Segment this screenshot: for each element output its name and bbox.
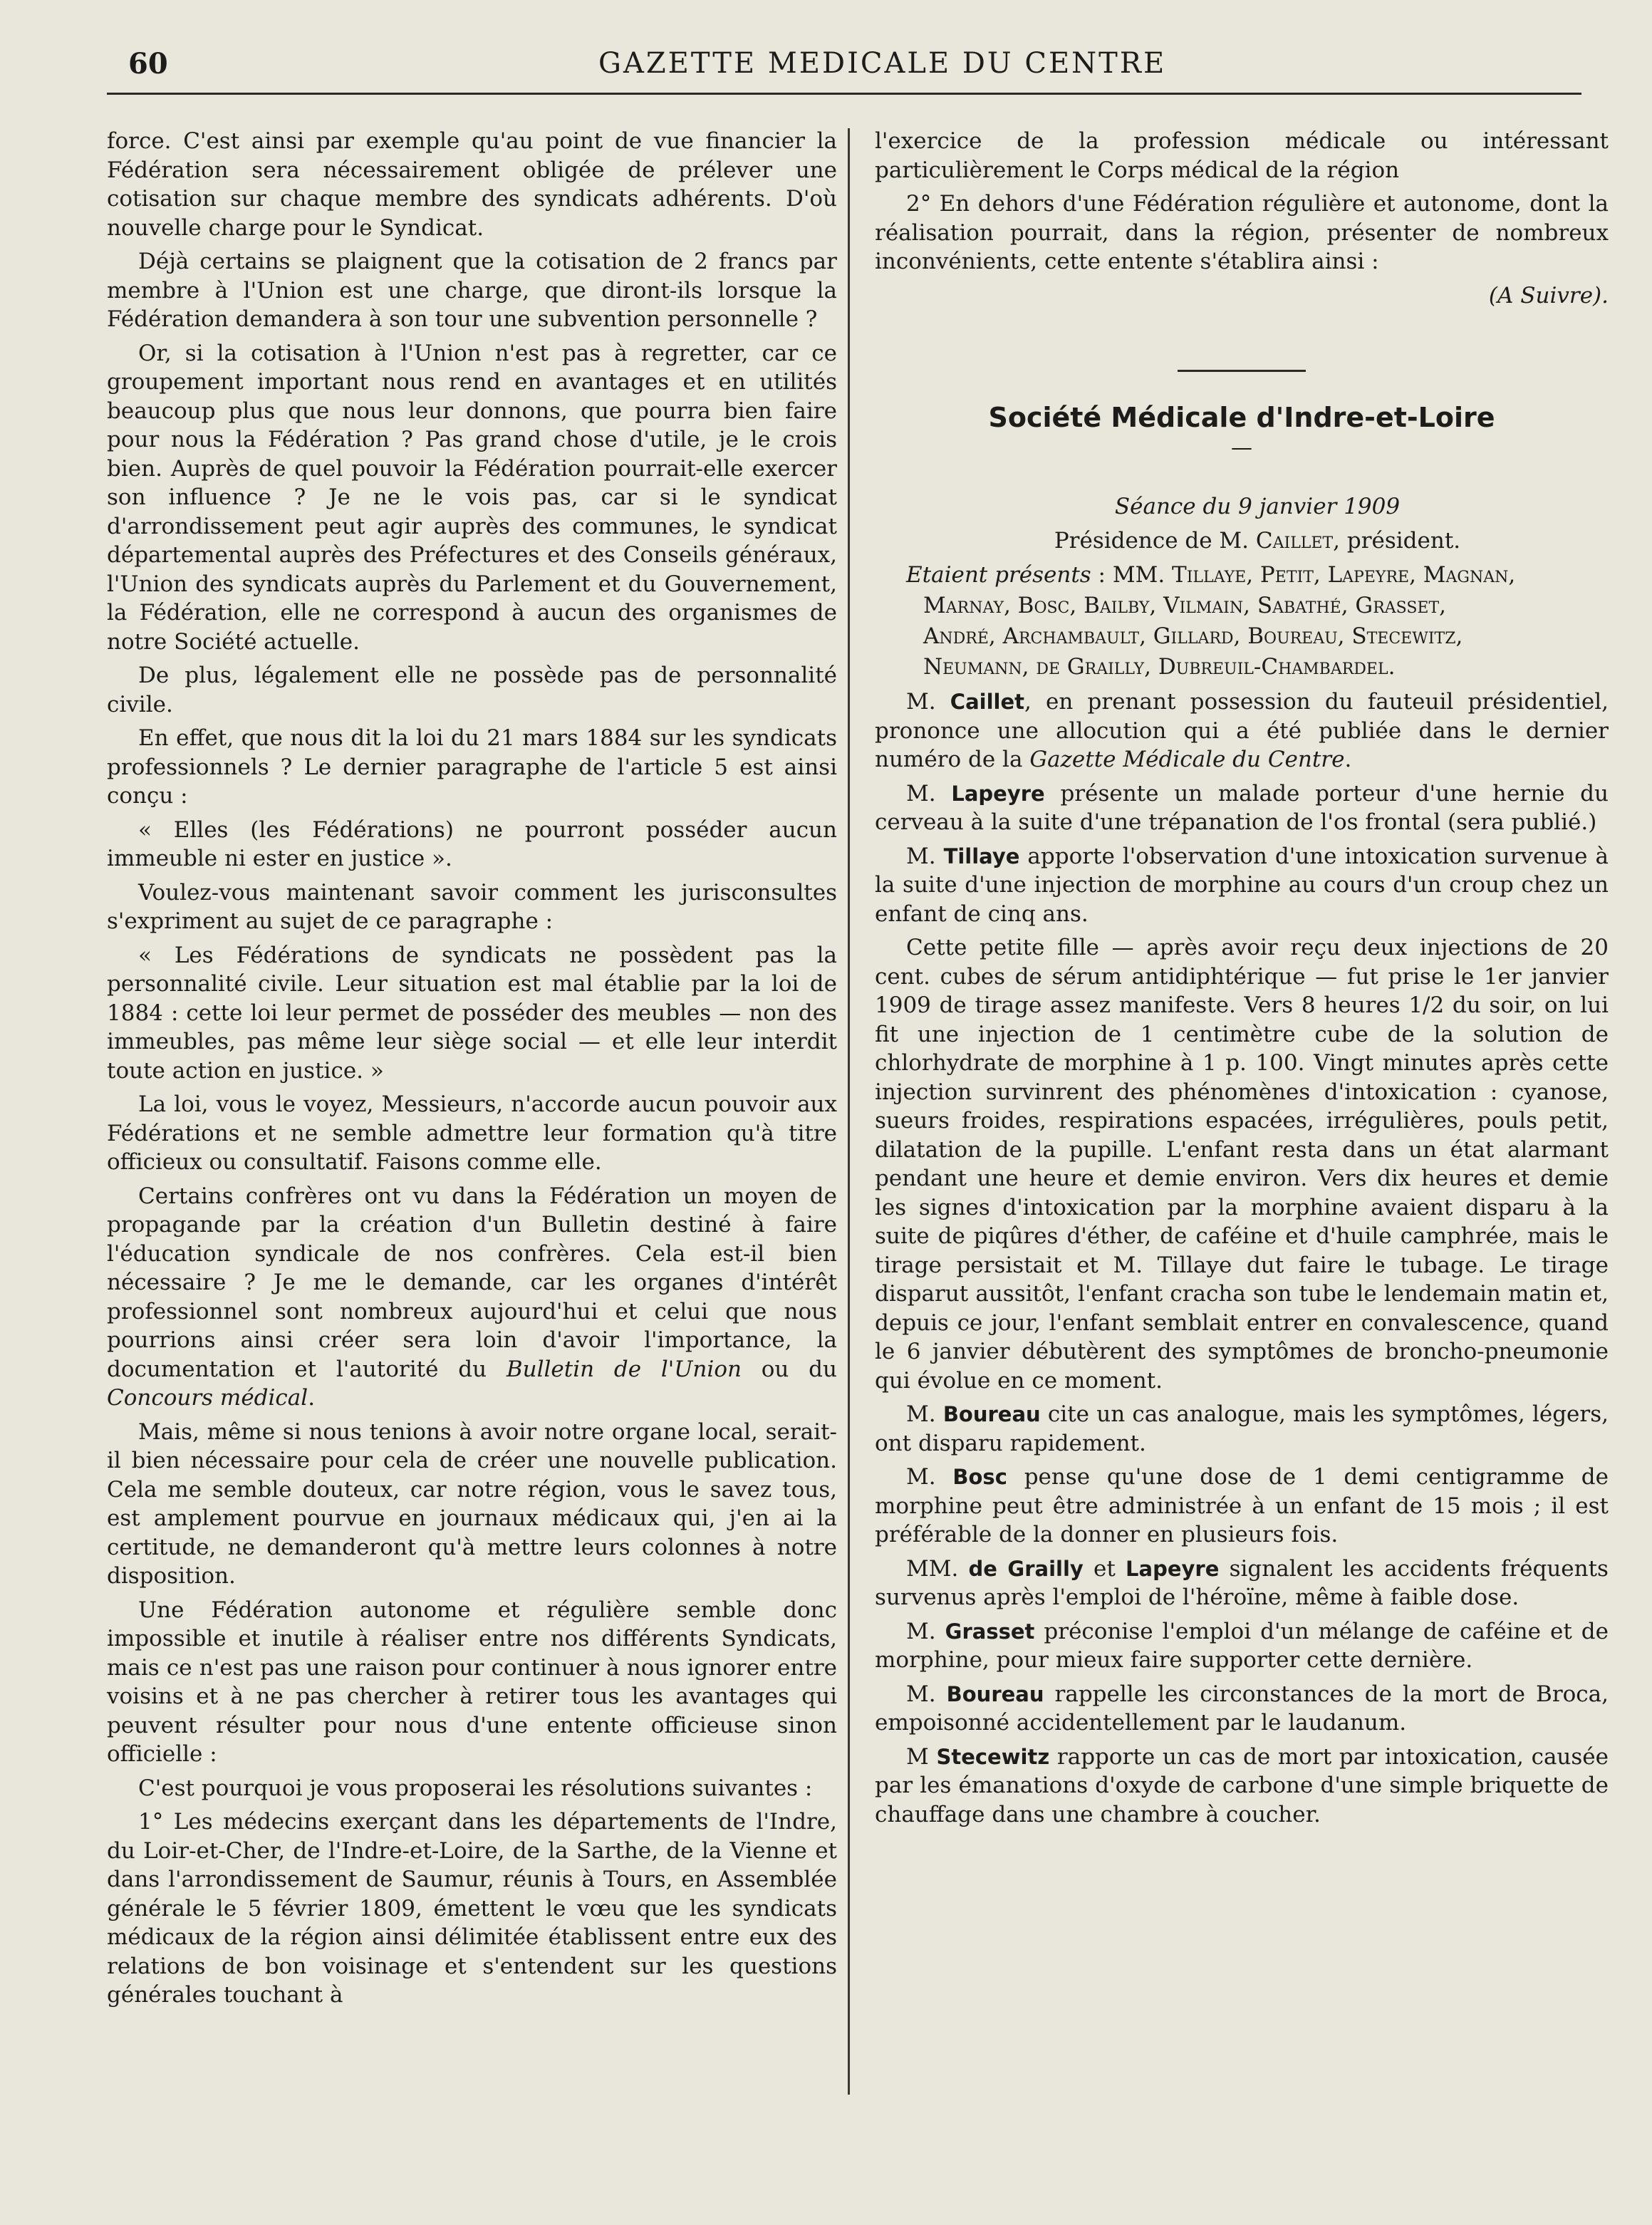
paragraph: force. C'est ainsi par exemple qu'au point de vue financier la Fédération sera nécessairement obligée de prélever une cotisation sur chaque membre des syndicats adhérents. D'où nouvelle charge pour le Syndicat. [107, 128, 837, 241]
paragraph: La loi, vous le voyez, Messieurs, n'accorde aucun pouvoir aux Fédérations et ne semble admettre leur formation qu'à titre officieux ou consultatif. Faisons comme elle. [107, 1091, 837, 1175]
text-run: MM. [906, 1555, 969, 1582]
running-title: GAZETTE MEDICALE DU CENTRE [598, 47, 1167, 80]
left-column [107, 127, 837, 2015]
minutes-paragraph [875, 1463, 1609, 1550]
text-run: M. [906, 780, 952, 807]
presidency-line [875, 527, 1609, 556]
attendees-line: Marnay, Bosc, Bailby, Vilmain, Sabathé, Grasset, [923, 593, 1446, 618]
paragraph: Voulez-vous maintenant savoir comment les jurisconsultes s'expriment au sujet de ce paragraphe : [107, 879, 837, 934]
text-run: M. [906, 843, 944, 869]
minutes-paragraph [875, 779, 1609, 837]
text-run: signalent les accidents fréquents survenus après l'emploi de l'héroïne, même à faible dose. [875, 1555, 1609, 1610]
speaker-name: Stecewitz [936, 1744, 1050, 1769]
attendees-line: André, Archambault, Gillard, Boureau, Stecewitz, [923, 623, 1463, 649]
text-run: présente un malade porteur d'une hernie du cerveau à la suite d'une trépanation de l'os frontal (sera publié.) [875, 780, 1609, 835]
text-run: rappelle les circonstances de la mort de Broca, empoisonné accidentellement par le laudanum. [875, 1681, 1609, 1736]
society-title: Société Médicale d'Indre-et-Loire [988, 402, 1495, 433]
text-run: M. [906, 1618, 945, 1644]
to-be-continued: (A Suivre). [1488, 282, 1609, 308]
paragraph: l'exercice de la profession médicale ou intéressant particulièrement le Corps médical de la région [875, 128, 1609, 183]
title-dash: — [1231, 435, 1252, 460]
minutes-paragraph [875, 1680, 1609, 1738]
text-run: apporte l'observation d'une intoxication survenue à la suite d'une injection de morphine au cours d'un croup chez un enfant de cinq ans. [875, 843, 1609, 927]
italic-title: Gazette Médicale du Centre [1029, 747, 1345, 772]
quote-paragraph: « Les Fédérations de syndicats ne possèdent pas la personnalité civile. Leur situation est mal établie par la loi de 1884 : cette loi leur permet de posséder des meubles — non des immeubles, pas même leur siège social — et elle leur interdit toute action en justice. » [107, 942, 837, 1084]
paragraph: C'est pourquoi je vous proposerai les résolutions suivantes : [138, 1775, 813, 1801]
quote-paragraph: « Elles (les Fédérations) ne pourront posséder aucun immeuble ni ester en justice ». [107, 816, 837, 871]
text-run: M. [906, 689, 950, 715]
section-divider [1178, 370, 1306, 372]
speaker-name: de Grailly [968, 1556, 1084, 1581]
paragraph: En effet, que nous dit la loi du 21 mars 1884 sur les syndicats professionnels ? Le dernier paragraphe de l'article 5 est ainsi conçu : [107, 725, 837, 809]
speaker-name: Boureau [942, 1402, 1041, 1426]
paragraph: Mais, même si nous tenions à avoir notre organe local, serait-il bien nécessaire pour cela de créer une nouvelle publication. Cela me semble douteux, car notre région, vous le savez tous, est amplement pourvue en journaux médicaux qui, j'en ai la certitude, ne demanderont qu'à mettre leurs colonnes à notre disposition. [107, 1418, 837, 1589]
text-run: M. [906, 1464, 953, 1490]
text-run: , en prenant possession du fauteuil présidentiel, prononce une allocution qui a été publiée dans le dernier numéro de la [875, 689, 1609, 772]
text-run: préconise l'emploi d'un mélange de caféine et de morphine, pour mieux faire supporter cette dernière. [875, 1618, 1609, 1673]
resolution-paragraph: 2° En dehors d'une Fédération régulière et autonome, dont la réalisation pourrait, dans la région, présenter de nombreux inconvénients, cette entente s'établira ainsi : [875, 191, 1609, 274]
text-run: M. [906, 1681, 947, 1707]
paragraph: De plus, légalement elle ne possède pas de personnalité civile. [107, 663, 837, 717]
minutes-paragraph [875, 1743, 1609, 1830]
header-rule [107, 93, 1581, 95]
resolution-paragraph: 1° Les médecins exerçant dans les départements de l'Indre, du Loir-et-Cher, de l'Indre-et-Loire, de la Sarthe, de la Vienne et dans l'arrondissement de Saumur, réunis à Tours, en Assemblée générale le 5 février 1809, émettent le vœu que les syndicats médicaux de la région ainsi délimitée établissent entre eux des relations de bon voisinage et s'entendent sur les questions générales touchant à [107, 1809, 837, 2008]
right-column [875, 127, 1609, 1834]
minutes-paragraph [875, 1617, 1609, 1675]
minutes-paragraph [875, 688, 1609, 774]
text-run: : MM. [1091, 562, 1173, 588]
session-date: Séance du 9 janvier 1909 [1114, 494, 1401, 519]
attendees-line: Tillaye, Petit, Lapeyre, Magnan, [1172, 562, 1516, 588]
attendees-label: Etaient présents [906, 562, 1091, 588]
text-run: ou du [741, 1356, 837, 1382]
paragraph: Or, si la cotisation à l'Union n'est pas à regretter, car ce groupement important nous rend en avantages et en utilités beaucoup plus que nous leur donnons, que pourra bien faire pour nous la Fédération ? Pas grand chose d'utile, je le crois bien. Auprès de quel pouvoir la Fédération pourrait-elle exercer son influence ? Je ne le vois pas, car si le syndicat d'arrondissement peut agir auprès des communes, le syndicat départemental auprès des Préfectures et des Conseils généraux, l'Union des syndicats auprès du Parlement et du Gouvernement, la Fédération, elle ne correspond à aucun des organismes de notre Société actuelle. [107, 340, 837, 655]
speaker-name: Lapeyre [951, 781, 1045, 806]
speaker-name: Grasset [945, 1619, 1035, 1644]
president-name: Caillet [1255, 527, 1334, 554]
text-run: M. [906, 1401, 943, 1427]
paragraph: Une Fédération autonome et régulière semble donc impossible et inutile à réaliser entre nos différents Syndicats, mais ce n'est pas une raison pour continuer à nous ignorer entre voisins et à ne pas chercher à retirer tous les avantages qui peuvent résulter pour nous d'une entente officieuse sinon officielle : [107, 1597, 837, 1767]
text-run: , président. [1333, 527, 1461, 554]
text-run: cite un cas analogue, mais les symptômes, légers, ont disparu rapidement. [875, 1401, 1609, 1456]
text-run: et [1083, 1555, 1126, 1582]
paragraph: Déjà certains se plaignent que la cotisation de 2 francs par membre à l'Union est une charge, que diront-ils lorsque la Fédération demandera à son tour une subvention personnelle ? [107, 249, 837, 332]
speaker-name: Tillaye [943, 844, 1020, 868]
attendees-line: Neumann, de Grailly, Dubreuil-Chambardel. [923, 654, 1396, 680]
text-run: Présidence de M. [1054, 527, 1256, 554]
speaker-name: Bosc [952, 1465, 1007, 1489]
minutes-paragraph [875, 842, 1609, 929]
column-divider [848, 128, 850, 2095]
case-description: Cette petite fille — après avoir reçu deux injections de 20 cent. cubes de sérum antidiphtérique — fut prise le 1er janvier 1909 de tirage assez manifeste. Vers 8 heures 1/2 du soir, on lui fit une injection de 1 centimètre cube de la solution de chlorhydrate de morphine à 1 p. 100. Vingt minutes après cette injection survinrent des phénomènes d'intoxication : cyanose, sueurs froides, respirations espacées, irrégulières, pouls petit, dilatation de la pupille. L'enfant resta dans un état alarmant pendant une heure et demie environ. Vers dix heures et demie les signes d'intoxication par la morphine avaient disparu à la suite de piqûres d'éther, de caféine et d'huile camphrée, mais le tirage persistait et M. Tillaye dut faire le tubage. Le tirage disparut aussitôt, l'enfant cracha son tube le lendemain matin et, depuis ce jour, l'enfant semblait entrer en convalescence, quand le 6 janvier débutèrent des symptômes de broncho-pneumonie qui évolue en ce moment. [875, 935, 1609, 1394]
text-run: . [1344, 747, 1352, 772]
text-run: M [906, 1743, 937, 1770]
text-run: . [308, 1385, 316, 1411]
text-run: Certains confrères ont vu dans la Fédération un moyen de propagande par la création d'un Bulletin destiné à faire l'éducation syndicale de nos confrères. Cela est-il bien nécessaire ? Je me le demande, car les organes d'intérêt professionnel sont nombreux aujourd'hui et celui que nous pourrions ainsi créer sera loin d'avoir l'importance, la documentation et l'autorité du [107, 1183, 837, 1382]
minutes-paragraph [875, 1400, 1609, 1458]
attendees-list [875, 560, 1609, 683]
speaker-name: Lapeyre [1126, 1556, 1220, 1581]
text-run: rapporte un cas de mort par intoxication, causée par les émanations d'oxyde de carbone d'une simple briquette de chauffage dans une chambre à coucher. [875, 1743, 1609, 1827]
speaker-name: Caillet [950, 690, 1024, 714]
minutes-paragraph [875, 1555, 1609, 1612]
page-number: 60 [128, 47, 168, 81]
text-run: pense qu'une dose de 1 demi centigramme de morphine peut être administrée à un enfant de 15 mois ; il est préférable de la donner en plusieurs fois. [875, 1464, 1609, 1547]
italic-title: Concours médical [107, 1385, 308, 1411]
speaker-name: Boureau [946, 1681, 1044, 1706]
italic-title: Bulletin de l'Union [506, 1356, 742, 1382]
paragraph [107, 1182, 837, 1413]
